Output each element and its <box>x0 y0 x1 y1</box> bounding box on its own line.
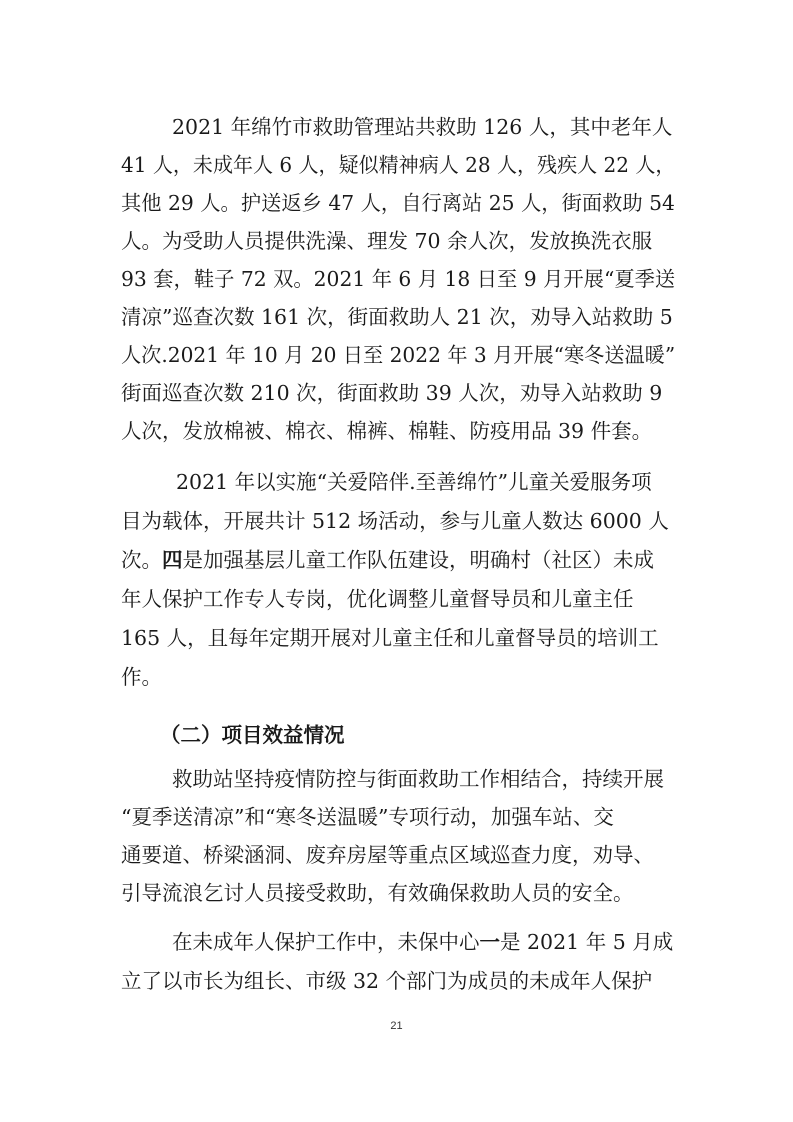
text-line: 人次.2021 年 10 月 20 日至 2022 年 3 月开展“寒冬送温暖” <box>121 343 676 367</box>
text-line: 人次，发放棉被、棉衣、棉裤、棉鞋、防疫用品 39 件套。 <box>121 419 653 443</box>
text-line: 165 人，且每年定期开展对儿童主任和儿童督导员的培训工 <box>121 626 659 650</box>
text-line: 41 人，未成年人 6 人，疑似精神病人 28 人，残疾人 22 人， <box>121 153 676 177</box>
text-line: 街面巡查次数 210 次，街面救助 39 人次，劝导入站救助 9 <box>121 381 663 405</box>
emphasis-marker: 一 <box>479 930 500 954</box>
text-line: 救助站坚持疫情防控与街面救助工作相结合，持续开展 <box>172 767 664 791</box>
text-line: 通要道、桥梁涵洞、废弃房屋等重点区域巡查力度，劝导、 <box>121 843 654 867</box>
text-line: 立了以市长为组长、市级 32 个部门为成员的未成年人保护 <box>121 969 653 993</box>
text-line: 2021 年以实施“关爱陪伴.至善绵竹”儿童关爱服务项 <box>176 470 652 494</box>
text-span: 在未成年人保护工作中，未保中心 <box>172 930 480 954</box>
text-line: 作。 <box>121 665 162 689</box>
page-number: 21 <box>390 1020 403 1032</box>
text-line: 年人保护工作专人专岗，优化调整儿童督导员和儿童主任 <box>121 587 634 611</box>
text-span: 是 2021 年 5 月成 <box>500 930 674 954</box>
text-line: 2021 年绵竹市救助管理站共救助 126 人，其中老年人 <box>172 115 673 139</box>
text-line: “夏季送清凉”和“寒冬送温暖”专项行动，加强车站、交 <box>121 805 614 829</box>
text-line: 93 套，鞋子 72 双。2021 年 6 月 18 日至 9 月开展“夏季送 <box>121 267 676 291</box>
text-line: 人。为受助人员提供洗澡、理发 70 余人次，发放换洗衣服 <box>121 229 653 253</box>
section-heading: （二）项目效益情况 <box>160 723 345 747</box>
text-line: 清凉”巡查次数 161 次，街面救助人 21 次，劝导入站救助 5 <box>121 305 673 329</box>
text-span: 是加强基层儿童工作队伍建设，明确村（社区）未成 <box>182 548 654 572</box>
text-span: 次。 <box>121 548 162 572</box>
text-line <box>121 545 654 575</box>
text-line: 引导流浪乞讨人员接受救助，有效确保救助人员的安全。 <box>121 881 634 905</box>
text-line <box>172 927 673 957</box>
text-line: 目为载体，开展共计 512 场活动，参与儿童人数达 6000 人 <box>121 509 669 533</box>
text-line: 其他 29 人。护送返乡 47 人，自行离站 25 人，街面救助 54 <box>121 191 675 215</box>
emphasis-marker: 四 <box>162 548 183 572</box>
